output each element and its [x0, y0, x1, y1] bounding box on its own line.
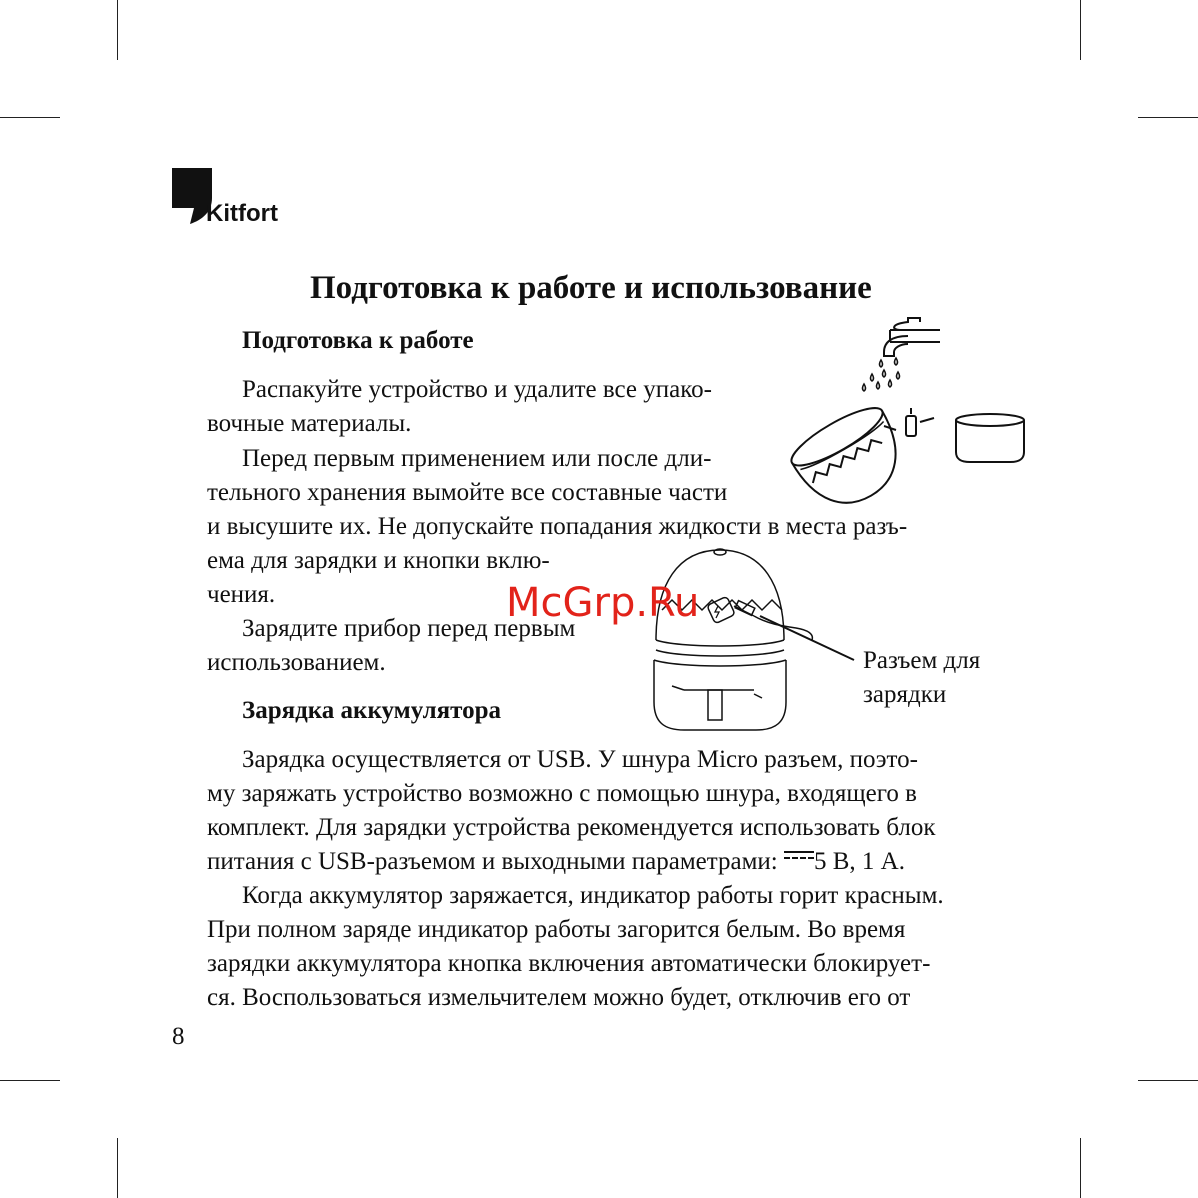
paragraph-line	[207, 845, 905, 879]
paragraph-line: вочные материалы.	[207, 410, 412, 437]
watermark: McGrp.Ru	[506, 580, 700, 626]
paragraph-line: комплект. Для зарядки устройства рекомендуется использовать блок	[207, 814, 936, 841]
page-title: Подготовка к работе и использование	[310, 270, 872, 306]
paragraph-line: ема для зарядки и кнопки вклю-	[207, 547, 550, 574]
section-title: Зарядка аккумулятора	[242, 697, 501, 724]
paragraph-line: зарядки аккумулятора кнопка включения автоматически блокирует-	[207, 950, 931, 977]
paragraph-line: Зарядите прибор перед первым	[242, 615, 576, 642]
crop-mark	[1080, 0, 1081, 60]
section-title: Подготовка к работе	[242, 327, 474, 354]
dc-symbol-icon	[784, 851, 814, 863]
paragraph-line: При полном заряде индикатор работы загорится белым. Во время	[207, 916, 906, 943]
paragraph-line: Перед первым применением или после дли-	[242, 445, 712, 472]
paragraph-line: тельного хранения вымойте все составные части	[207, 479, 728, 506]
crop-mark	[1138, 117, 1198, 118]
crop-mark	[0, 1080, 60, 1081]
paragraph-text: питания с USB-разъемом и выходными параметрами:	[207, 848, 784, 875]
paragraph-line: Когда аккумулятор заряжается, индикатор работы горит красным.	[242, 882, 944, 909]
paragraph-line: Зарядка осуществляется от USB. У шнура Micro разъем, поэто-	[242, 746, 918, 773]
paragraph-line: Распакуйте устройство и удалите все упако-	[242, 376, 712, 403]
crop-mark	[0, 117, 60, 118]
crop-mark	[1138, 1080, 1198, 1081]
paragraph-line: использованием.	[207, 649, 386, 676]
page-number: 8	[172, 1023, 185, 1050]
crop-mark	[117, 0, 118, 60]
washing-illustration	[780, 312, 1040, 502]
callout-label: Разъем для	[863, 647, 981, 674]
crop-mark	[1080, 1138, 1081, 1198]
device-illustration	[648, 544, 868, 734]
callout-label: зарядки	[863, 681, 947, 708]
paragraph-line: чения.	[207, 581, 276, 608]
paragraph-text: 5 В, 1 А.	[814, 848, 905, 875]
paragraph-line: и высушите их. Не допускайте попадания жидкости в места разъ-	[207, 513, 908, 540]
paragraph-line: ся. Воспользоваться измельчителем можно будет, отключив его от	[207, 984, 911, 1011]
brand-name: Kitfort	[206, 200, 278, 227]
crop-mark	[117, 1138, 118, 1198]
paragraph-line: му заряжать устройство возможно с помощью шнура, входящего в	[207, 780, 917, 807]
